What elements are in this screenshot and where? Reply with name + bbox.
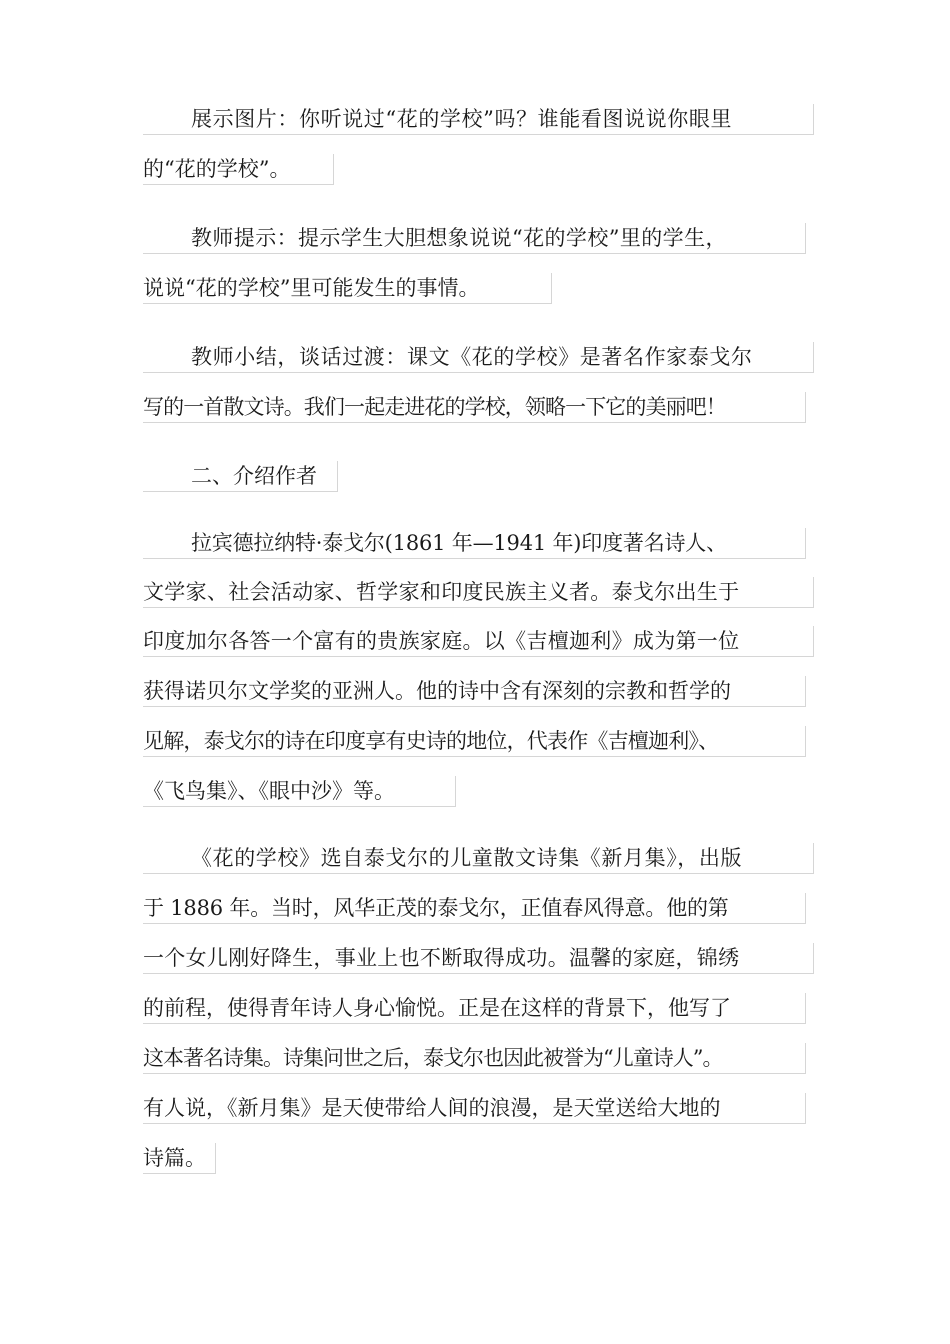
paragraph-2-line-2: 说说“花的学校”里可能发生的事情。 <box>143 273 552 304</box>
paragraph-4-line-5: 见解，泰戈尔的诗在印度享有史诗的地位，代表作《吉檀迦利》、 <box>143 726 806 757</box>
paragraph-4-line-3: 印度加尔各答一个富有的贵族家庭。以《吉檀迦利》成为第一位 <box>143 626 814 657</box>
paragraph-5-line-2: 于 1886 年。当时，风华正茂的泰戈尔，正值春风得意。他的第 <box>143 893 806 924</box>
paragraph-4-line-2: 文学家、社会活动家、哲学家和印度民族主义者。泰戈尔出生于 <box>143 577 814 608</box>
paragraph-2-line-1: 教师提示：提示学生大胆想象说说“花的学校”里的学生， <box>143 223 806 254</box>
paragraph-4-line-6: 《飞鸟集》、《眼中沙》等。 <box>143 776 456 807</box>
paragraph-4-line-4: 获得诺贝尔文学奖的亚洲人。他的诗中含有深刻的宗教和哲学的 <box>143 676 806 707</box>
paragraph-5-line-1: 《花的学校》选自泰戈尔的儿童散文诗集《新月集》，出版 <box>143 843 814 874</box>
section-heading: 二、介绍作者 <box>143 461 338 492</box>
paragraph-5-line-3: 一个女儿刚好降生，事业上也不断取得成功。温馨的家庭，锦绣 <box>143 943 814 974</box>
paragraph-5-line-5: 这本著名诗集。诗集问世之后，泰戈尔也因此被誉为“儿童诗人”。 <box>143 1043 806 1074</box>
paragraph-1-line-2: 的“花的学校”。 <box>143 154 334 185</box>
paragraph-1-line-1: 展示图片：你听说过“花的学校”吗？谁能看图说说你眼里 <box>143 104 814 135</box>
paragraph-3-line-2: 写的一首散文诗。我们一起走进花的学校，领略一下它的美丽吧！ <box>143 392 806 423</box>
paragraph-5-line-7: 诗篇。 <box>143 1143 216 1174</box>
paragraph-4-line-1: 拉宾德拉纳特·泰戈尔(1861 年—1941 年)印度著名诗人、 <box>143 528 806 559</box>
paragraph-5-line-6: 有人说，《新月集》是天使带给人间的浪漫，是天堂送给大地的 <box>143 1093 806 1124</box>
paragraph-5-line-4: 的前程，使得青年诗人身心愉悦。正是在这样的背景下，他写了 <box>143 993 806 1024</box>
paragraph-3-line-1: 教师小结，谈话过渡：课文《花的学校》是著名作家泰戈尔 <box>143 342 814 373</box>
